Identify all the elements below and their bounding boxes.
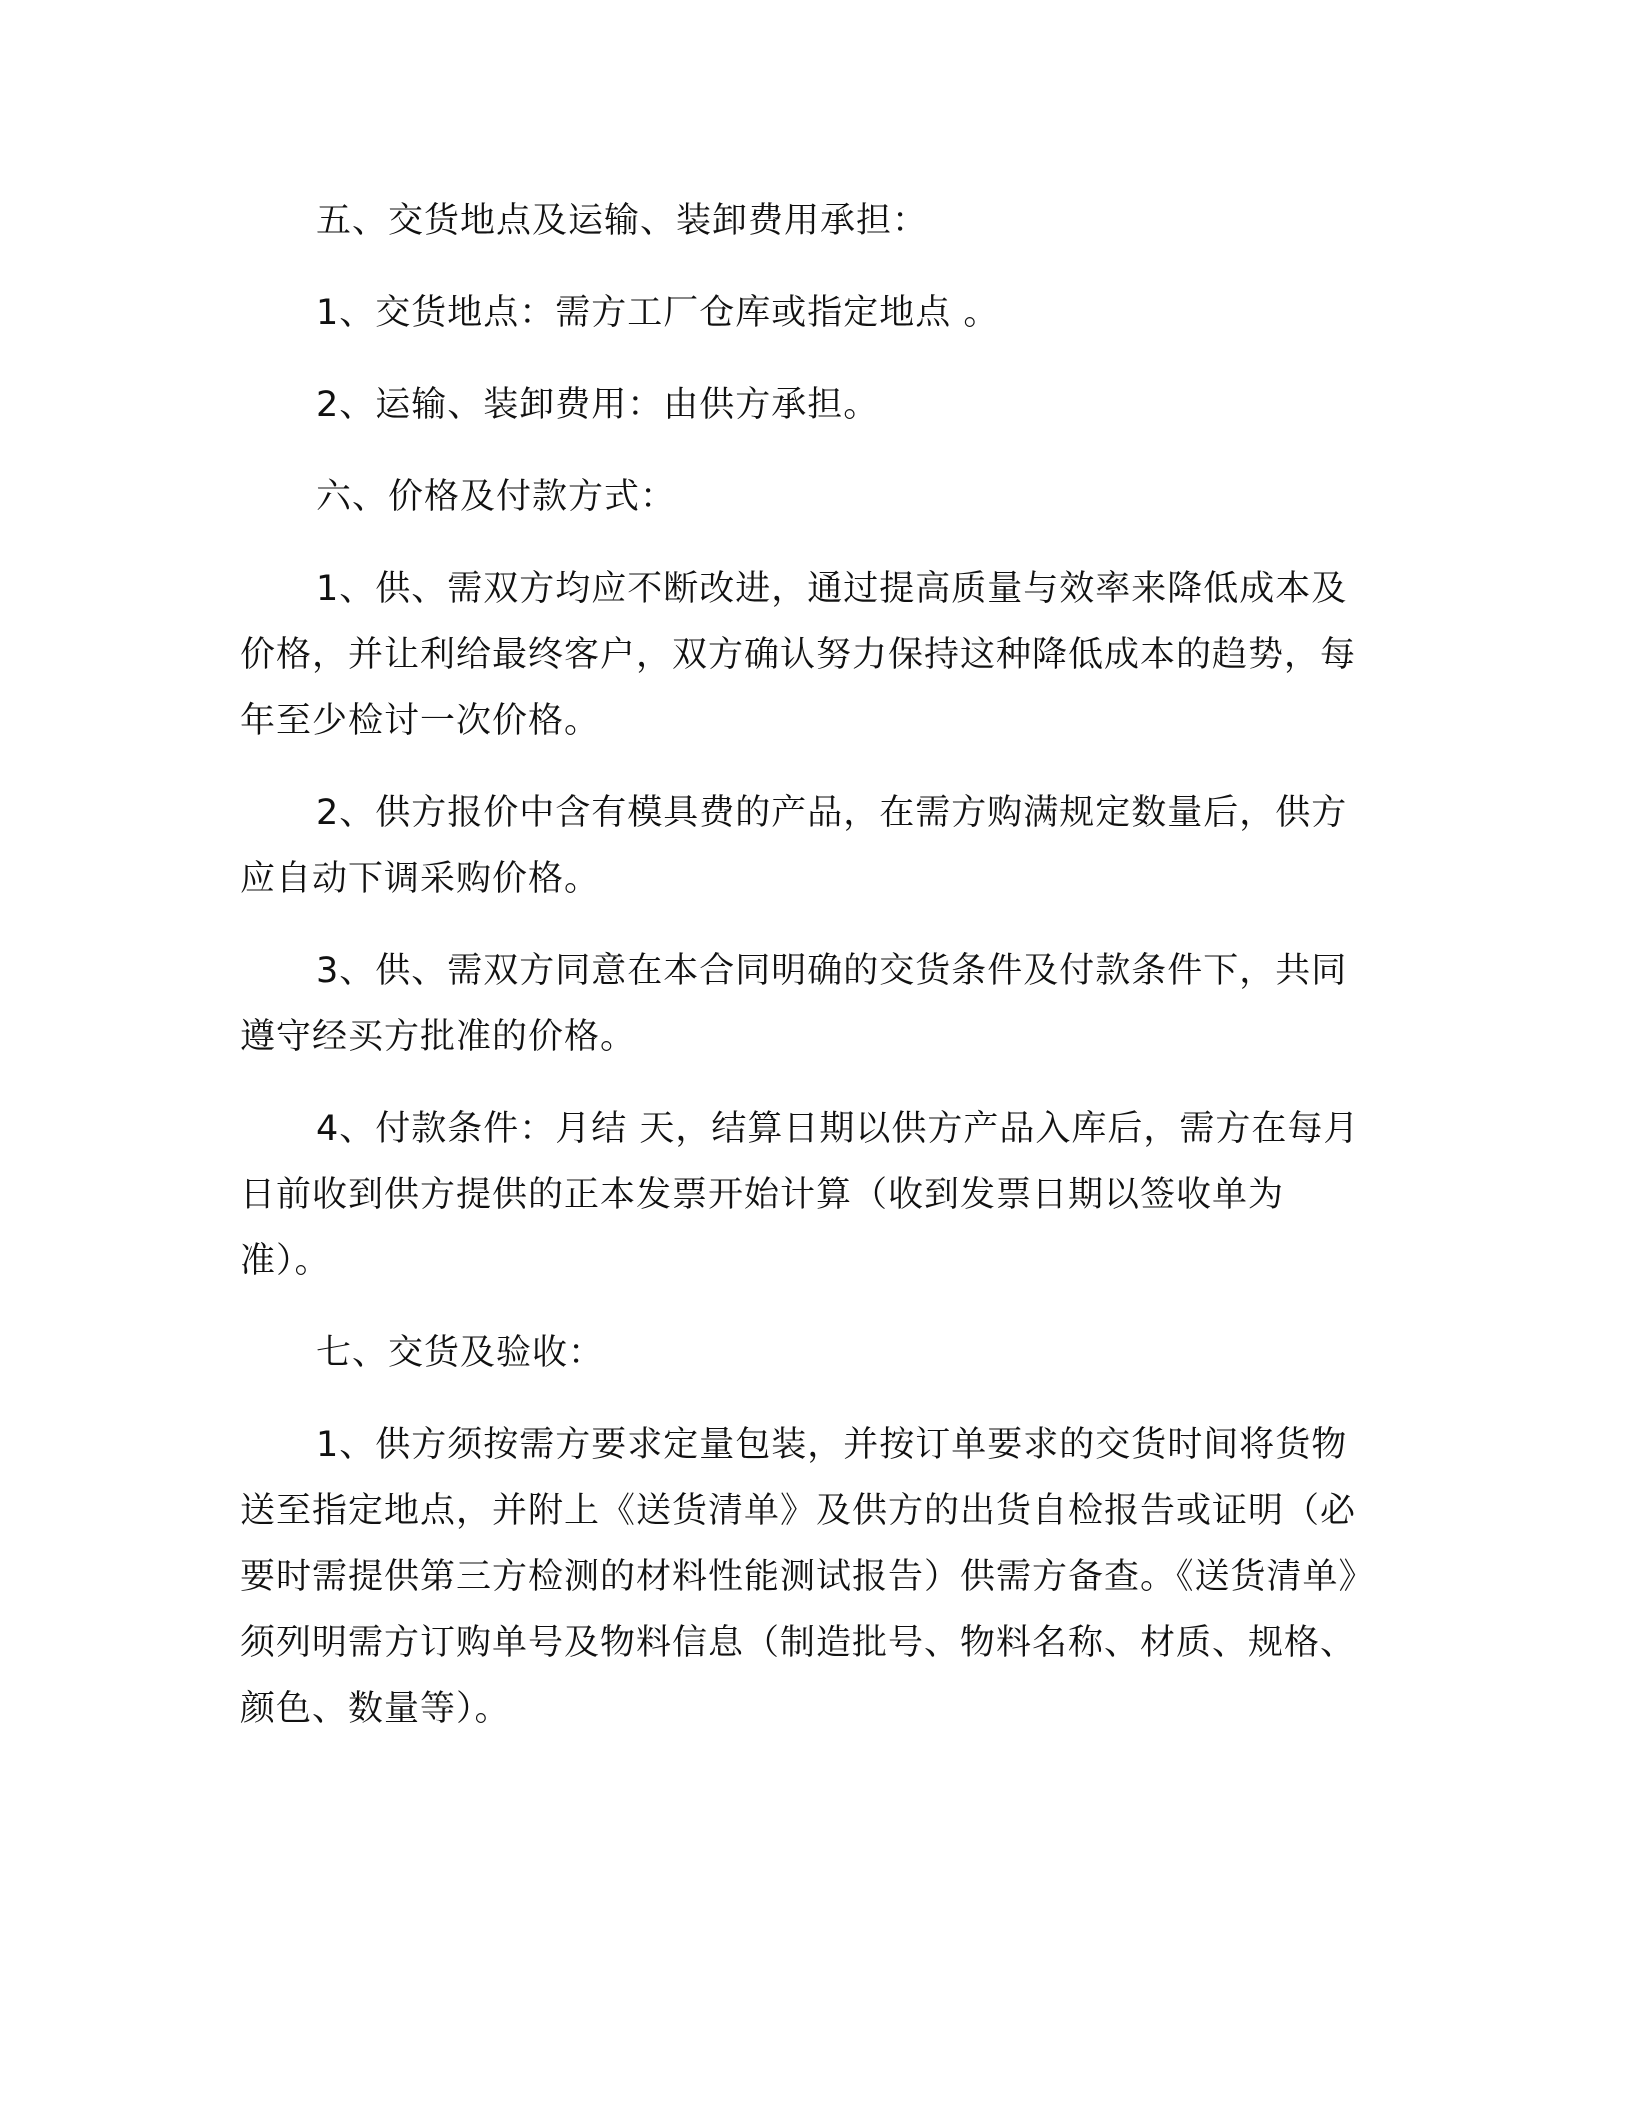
clause-7-1: 1、供方须按需方要求定量包装，并按订单要求的交货时间将货物送至指定地点，并附上《送货清单》及供方的出货自检报告或证明（必要时需提供第三方检测的材料性能测试报告）供需方备查。《送货清单》须列明需方订购单号及物料信息（制造批号、物料名称、材质、规格、颜色、数量等）。 [240,1425,1358,1729]
clause-6-4: 4、付款条件：月结 天，结算日期以供方产品入库后，需方在每月日前收到供方提供的正本发票开始计算（收到发票日期以签收单为准）。 [240,1109,1360,1281]
clause-6-1: 1、供、需双方均应不断改进，通过提高质量与效率来降低成本及价格，并让利给最终客户，双方确认努力保持这种降低成本的趋势，每年至少检讨一次价格。 [240,569,1357,741]
clause-5-1: 1、交货地点：需方工厂仓库或指定地点 。 [316,293,1000,333]
document-page [240,188,1370,1742]
section-heading-7: 七、交货及验收： [316,1333,605,1373]
clause-6-2: 2、供方报价中含有模具费的产品，在需方购满规定数量后，供方应自动下调采购价格。 [240,793,1348,899]
section-heading-5: 五、交货地点及运输、装卸费用承担： [316,201,929,241]
section-heading-6: 六、价格及付款方式： [316,477,677,517]
clause-6-3: 3、供、需双方同意在本合同明确的交货条件及付款条件下，共同遵守经买方批准的价格。 [240,951,1348,1057]
clause-5-2: 2、运输、装卸费用：由供方承担。 [316,385,880,425]
